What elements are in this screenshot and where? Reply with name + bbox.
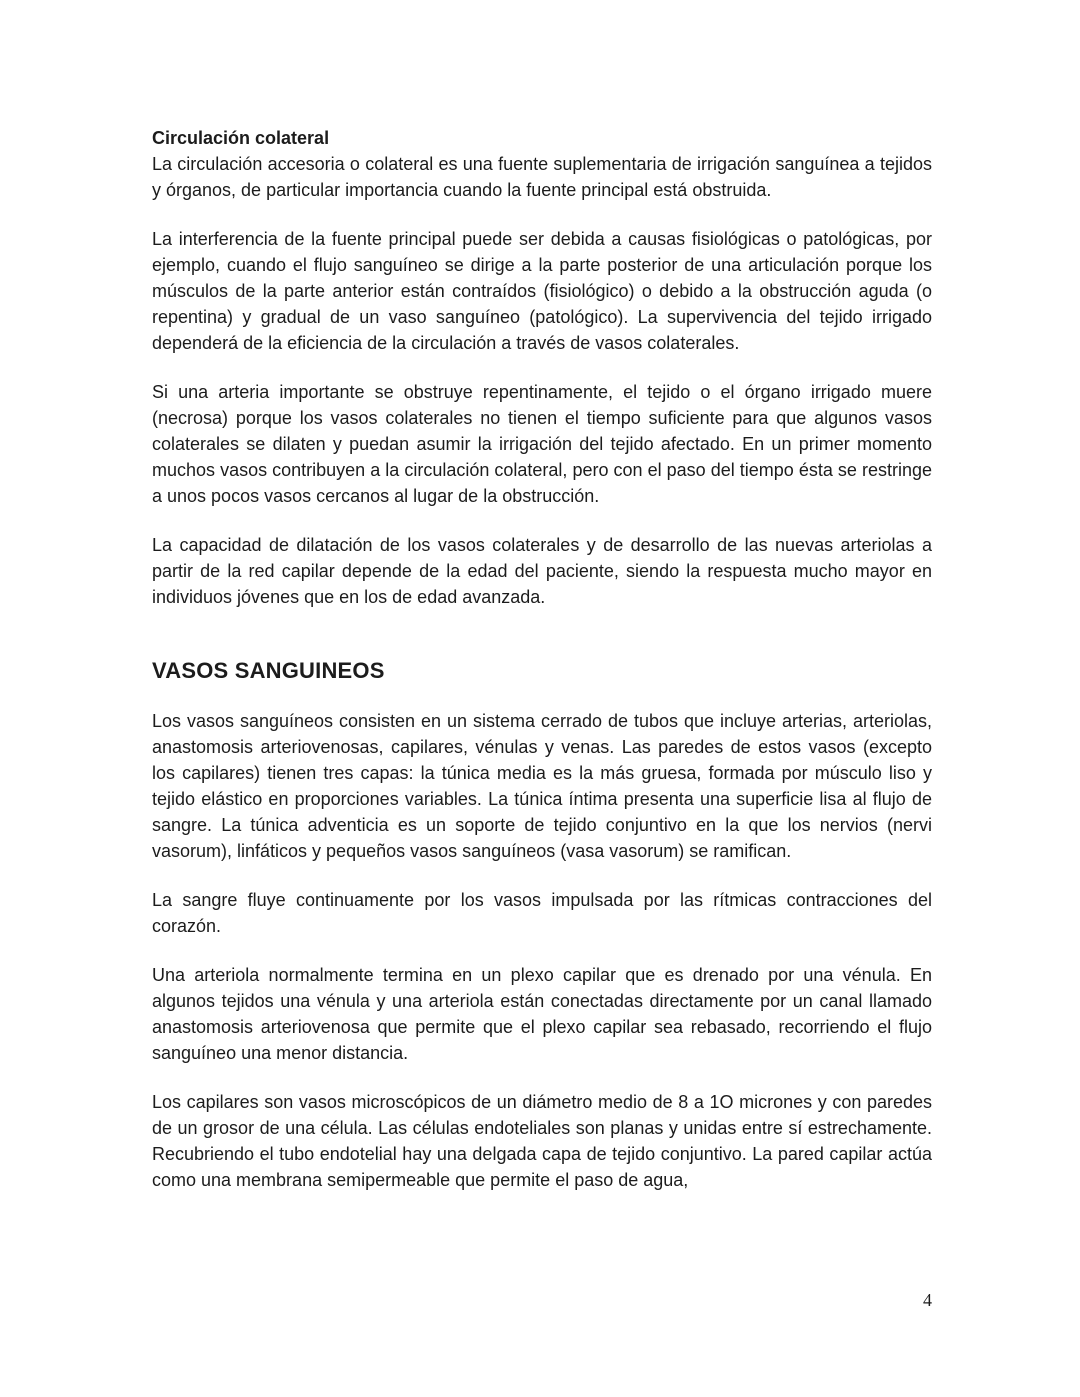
heading-circulacion-colateral: Circulación colateral bbox=[152, 128, 330, 148]
paragraph-capacidad-dilatacion: La capacidad de dilatación de los vasos colaterales y de desarrollo de las nuevas arteriolas a partir de la red capilar depende de la edad del paciente, siendo la respuesta mucho mayor en individuos jóvenes que en los de edad avanzada. bbox=[152, 535, 932, 607]
document-content bbox=[152, 125, 932, 1193]
section-heading-vasos-sanguineos: VASOS SANGUINEOS bbox=[152, 658, 385, 683]
paragraph-arteria-obstruccion: Si una arteria importante se obstruye repentinamente, el tejido o el órgano irrigado muere (necrosa) porque los vasos colaterales no tienen el tiempo suficiente para que algunos vasos colaterales se dilaten y puedan asumir la irrigación del tejido afectado. En un primer momento muchos vasos contribuyen a la circulación colateral, pero con el paso del tiempo ésta se restringe a unos pocos vasos cercanos al lugar de la obstrucción. bbox=[152, 382, 932, 506]
paragraph-circulacion-intro: La circulación accesoria o colateral es una fuente suplementaria de irrigación sanguínea a tejidos y órganos, de particular importancia cuando la fuente principal está obstruida. bbox=[152, 154, 932, 200]
paragraph-interferencia-fuente: La interferencia de la fuente principal puede ser debida a causas fisiológicas o patológicas, por ejemplo, cuando el flujo sanguíneo se dirige a la parte posterior de una articulación porque los músculos de la parte anterior están contraídos (fisiológico) o debido a la obstrucción aguda (o repentina) y gradual de un vaso sanguíneo (patológico). La supervivencia del tejido irrigado dependerá de la eficiencia de la circulación a través de vasos colaterales. bbox=[152, 229, 932, 353]
paragraph-sangre-fluye: La sangre fluye continuamente por los vasos impulsada por las rítmicas contracciones del corazón. bbox=[152, 890, 932, 936]
paragraph-capilares-microscopicos: Los capilares son vasos microscópicos de un diámetro medio de 8 a 1O micrones y con paredes de un grosor de una célula. Las células endoteliales son planas y unidas entre sí estrechamente. Recubriendo el tubo endotelial hay una delgada capa de tejido conjuntivo. La pared capilar actúa como una membrana semipermeable que permite el paso de agua, bbox=[152, 1092, 932, 1190]
paragraph-arteriola-plexo: Una arteriola normalmente termina en un plexo capilar que es drenado por una vénula. En algunos tejidos una vénula y una arteriola están conectadas directamente por un canal llamado anastomosis arteriovenosa que permite que el plexo capilar sea rebasado, recorriendo el flujo sanguíneo una menor distancia. bbox=[152, 965, 932, 1063]
page-number: 4 bbox=[923, 1290, 932, 1310]
paragraph-sistema-cerrado: Los vasos sanguíneos consisten en un sistema cerrado de tubos que incluye arterias, arteriolas, anastomosis arteriovenosas, capilares, vénulas y venas. Las paredes de estos vasos (excepto los capilares) tienen tres capas: la túnica media es la más gruesa, formada por músculo liso y tejido elástico en proporciones variables. La túnica íntima presenta una superficie lisa al flujo de sangre. La túnica adventicia es un soporte de tejido conjuntivo en la que los nervios (nervi vasorum), linfáticos y pequeños vasos sanguíneos (vasa vasorum) se ramifican. bbox=[152, 711, 932, 861]
